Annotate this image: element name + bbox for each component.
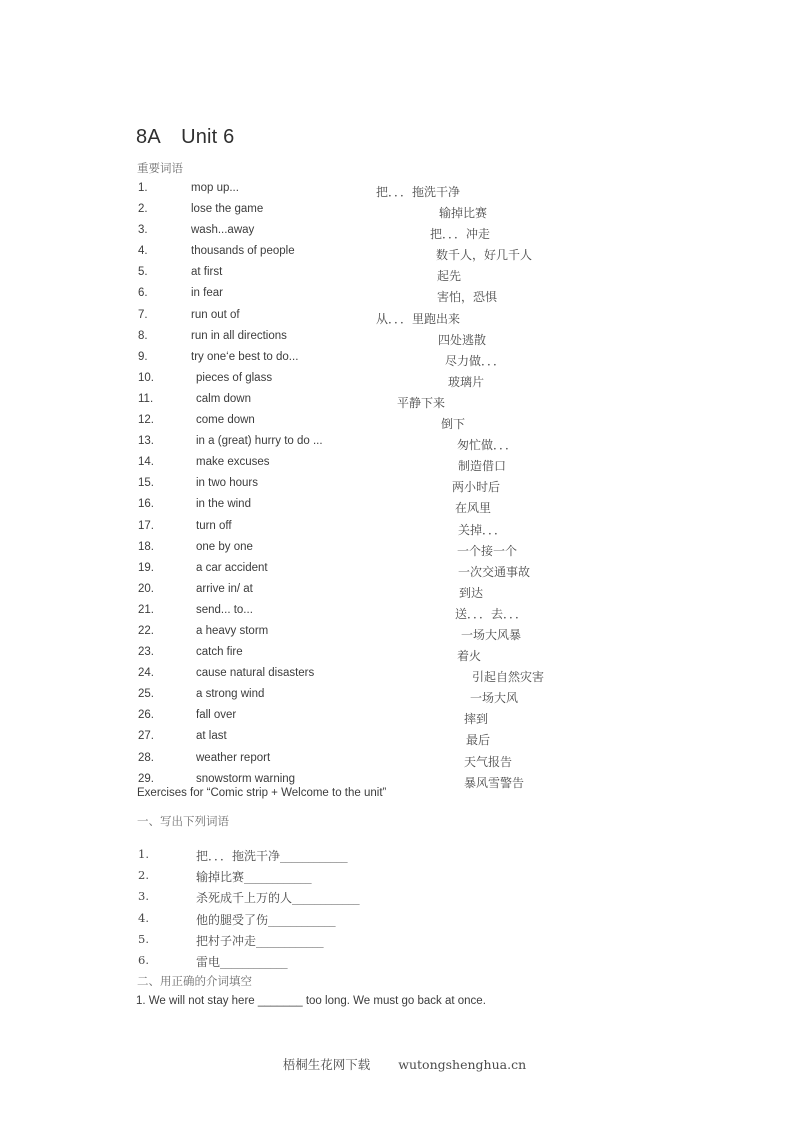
vocabulary-row-chinese: 到达 bbox=[459, 585, 484, 600]
vocabulary-row-english: at last bbox=[196, 730, 227, 743]
vocabulary-row-english: in the wind bbox=[196, 498, 251, 511]
vocabulary-row-chinese: 从．．．里跑出来 bbox=[376, 311, 461, 326]
vocabulary-row-english: try one‘e best to do... bbox=[191, 350, 299, 363]
vocabulary-row-chinese: 输掉比赛 bbox=[439, 206, 488, 221]
exercise-row-number: 1. bbox=[138, 847, 149, 861]
vocabulary-row-english: run out of bbox=[191, 308, 240, 321]
vocabulary-row-english: in a (great) hurry to do ... bbox=[196, 435, 323, 448]
vocabulary-row bbox=[0, 604, 793, 625]
exercise-row-number: 5. bbox=[138, 931, 149, 946]
exercise-row-chinese: 他的腿受了伤 bbox=[196, 912, 269, 927]
exercise-answer-blank[interactable]: ____________ bbox=[256, 933, 324, 948]
vocabulary-row bbox=[0, 287, 793, 308]
exercise-row-prompt bbox=[196, 868, 311, 885]
vocabulary-row-number: 11. bbox=[138, 392, 154, 405]
vocabulary-row-number: 13. bbox=[138, 435, 154, 448]
exercise-answer-blank[interactable]: ____________ bbox=[280, 849, 348, 863]
vocabulary-row-chinese: 尽力做．．． bbox=[445, 353, 506, 368]
vocabulary-row-english: weather report bbox=[196, 751, 271, 764]
exercise-row bbox=[0, 868, 793, 889]
exercise-row-prompt bbox=[196, 889, 359, 906]
vocabulary-row-chinese: 一场大风 bbox=[470, 691, 519, 706]
footer-site-name: 梧桐生花网下载 bbox=[282, 1057, 371, 1072]
vocabulary-row-chinese: 天气报告 bbox=[464, 754, 513, 769]
exercise-sentence-1: 1. We will not stay here _______ too long. We must go back at once. bbox=[136, 995, 486, 1007]
vocabulary-row-english: snowstorm warning bbox=[196, 772, 296, 785]
vocabulary-row-english: lose the game bbox=[191, 203, 264, 216]
vocabulary-row bbox=[0, 688, 793, 709]
vocabulary-row-english: thousands of people bbox=[191, 245, 295, 258]
vocabulary-row-chinese: 送．．．去．．． bbox=[455, 606, 528, 621]
exercise-row-prompt bbox=[196, 847, 347, 864]
vocabulary-row-chinese: 在风里 bbox=[455, 501, 492, 516]
vocabulary-row-number: 24. bbox=[138, 667, 154, 680]
vocabulary-row-english: come down bbox=[196, 414, 255, 427]
vocabulary-row-number: 12. bbox=[138, 414, 154, 427]
vocabulary-row-number: 26. bbox=[138, 709, 154, 722]
vocabulary-row-chinese: 制造借口 bbox=[458, 459, 507, 474]
vocabulary-row bbox=[0, 245, 793, 266]
exercise-section-two-label: 二、用正确的介词填空 bbox=[137, 974, 252, 988]
vocabulary-row-number: 17. bbox=[138, 519, 154, 532]
vocabulary-row-number: 7. bbox=[138, 308, 148, 321]
footer-site-url: wutongshenghua.cn bbox=[398, 1057, 527, 1072]
exercise-row bbox=[0, 932, 793, 953]
vocabulary-row-chinese: 一个接一个 bbox=[457, 543, 518, 558]
vocabulary-row-chinese: 倒下 bbox=[441, 417, 466, 432]
vocabulary-row bbox=[0, 224, 793, 245]
vocabulary-row-number: 14. bbox=[138, 456, 154, 469]
vocabulary-row-number: 9. bbox=[138, 350, 148, 363]
vocabulary-row-chinese: 关掉．．． bbox=[458, 522, 507, 537]
vocabulary-row-number: 27. bbox=[138, 730, 154, 743]
exercise-answer-blank[interactable]: ____________ bbox=[268, 912, 336, 927]
vocabulary-row-chinese: 数千人，好几千人 bbox=[436, 248, 533, 263]
vocabulary-row-chinese: 把．．．拖洗干净 bbox=[376, 185, 461, 199]
exercise-row-number: 3. bbox=[138, 889, 149, 904]
vocabulary-row bbox=[0, 414, 793, 435]
vocabulary-row-chinese: 引起自然灾害 bbox=[472, 670, 545, 685]
vocabulary-row-number: 2. bbox=[138, 203, 148, 216]
exercise-row-chinese: 把村子冲走 bbox=[196, 933, 257, 948]
exercise-answer-blank[interactable]: ____________ bbox=[220, 954, 288, 969]
vocabulary-row-number: 23. bbox=[138, 646, 154, 659]
exercise-row-prompt bbox=[196, 911, 335, 928]
vocabulary-row-english: at first bbox=[191, 266, 223, 279]
vocabulary-row-english: send... to... bbox=[196, 603, 253, 616]
exercise-answer-blank[interactable]: ____________ bbox=[244, 870, 312, 885]
exercise-row-chinese: 杀死成千上万的人 bbox=[196, 891, 293, 906]
vocabulary-row-english: calm down bbox=[196, 392, 251, 405]
vocabulary-row bbox=[0, 498, 793, 519]
exercise-row-number: 2. bbox=[138, 868, 149, 883]
vocabulary-row-english: in fear bbox=[191, 287, 223, 300]
vocabulary-row-english: a car accident bbox=[196, 561, 268, 574]
vocabulary-row-number: 4. bbox=[138, 245, 148, 258]
vocabulary-row-chinese: 摔到 bbox=[464, 712, 489, 727]
vocabulary-row-number: 18. bbox=[138, 540, 154, 553]
vocabulary-row-english: a strong wind bbox=[196, 688, 265, 701]
vocabulary-row-english: in two hours bbox=[196, 477, 259, 490]
vocabulary-row bbox=[0, 646, 793, 667]
vocabulary-row bbox=[0, 477, 793, 498]
vocabulary-row bbox=[0, 583, 793, 604]
vocabulary-row bbox=[0, 562, 793, 583]
vocabulary-row-number: 1. bbox=[138, 182, 148, 194]
vocabulary-row bbox=[0, 266, 793, 287]
vocabulary-row bbox=[0, 393, 793, 414]
vocabulary-row bbox=[0, 730, 793, 751]
exercise-row bbox=[0, 953, 793, 974]
vocabulary-row bbox=[0, 309, 793, 330]
vocabulary-row bbox=[0, 625, 793, 646]
vocabulary-row-number: 22. bbox=[138, 624, 154, 637]
vocabulary-row-chinese: 匆忙做．．． bbox=[457, 438, 518, 453]
vocabulary-row-number: 15. bbox=[138, 477, 154, 490]
exercises-heading: Exercises for “Comic strip + Welcome to the unit” bbox=[137, 787, 387, 799]
exercise-row bbox=[0, 889, 793, 910]
vocabulary-row-english: pieces of glass bbox=[196, 371, 273, 384]
vocabulary-row bbox=[0, 773, 793, 794]
vocabulary-row bbox=[0, 541, 793, 562]
exercise-row-number: 4. bbox=[138, 910, 149, 925]
exercise-row-prompt bbox=[196, 932, 323, 949]
vocabulary-row-chinese: 起先 bbox=[437, 269, 462, 284]
vocabulary-row-english: run in all directions bbox=[191, 329, 287, 342]
exercise-row-prompt bbox=[196, 953, 287, 970]
vocabulary-row bbox=[0, 203, 793, 224]
exercise-row bbox=[0, 847, 793, 868]
vocabulary-row-chinese: 最后 bbox=[466, 733, 491, 748]
vocabulary-row bbox=[0, 372, 793, 393]
vocabulary-section-heading: 重要词语 bbox=[137, 161, 183, 175]
vocabulary-row bbox=[0, 182, 793, 203]
vocabulary-row-number: 5. bbox=[138, 266, 148, 279]
vocabulary-row-chinese: 玻璃片 bbox=[448, 374, 485, 389]
vocabulary-row-number: 29. bbox=[138, 772, 154, 785]
vocabulary-row-number: 20. bbox=[138, 582, 154, 595]
vocabulary-row-english: a heavy storm bbox=[196, 624, 269, 637]
exercise-answer-blank[interactable]: ____________ bbox=[292, 891, 360, 906]
vocabulary-row-chinese: 着火 bbox=[457, 649, 482, 664]
vocabulary-row bbox=[0, 351, 793, 372]
vocabulary-row-number: 3. bbox=[138, 224, 148, 237]
vocabulary-row bbox=[0, 752, 793, 773]
exercise-row bbox=[0, 911, 793, 932]
vocabulary-row-chinese: 四处逃散 bbox=[438, 332, 487, 347]
vocabulary-row bbox=[0, 520, 793, 541]
vocabulary-row-number: 8. bbox=[138, 329, 148, 342]
vocabulary-list bbox=[0, 182, 793, 794]
vocabulary-row-english: turn off bbox=[196, 519, 232, 532]
vocabulary-row bbox=[0, 456, 793, 477]
vocabulary-row-number: 25. bbox=[138, 688, 154, 701]
exercise-row-number: 6. bbox=[138, 952, 149, 967]
vocabulary-row bbox=[0, 435, 793, 456]
vocabulary-row bbox=[0, 330, 793, 351]
vocabulary-row-chinese: 两小时后 bbox=[452, 480, 501, 495]
vocabulary-row-chinese: 害怕，恐惧 bbox=[437, 290, 498, 305]
exercise-section-one-label: 一、写出下列词语 bbox=[137, 814, 229, 828]
vocabulary-row-english: wash...away bbox=[191, 224, 255, 237]
vocabulary-row-chinese: 一场大风暴 bbox=[461, 627, 522, 642]
vocabulary-row-english: cause natural disasters bbox=[196, 667, 315, 680]
page-title: 8A Unit 6 bbox=[136, 126, 235, 148]
vocabulary-row bbox=[0, 667, 793, 688]
vocabulary-row-chinese: 平静下来 bbox=[397, 395, 446, 410]
vocabulary-row-english: mop up... bbox=[191, 182, 239, 194]
vocabulary-row-english: one by one bbox=[196, 540, 253, 553]
vocabulary-row-number: 19. bbox=[138, 561, 154, 574]
vocabulary-row-number: 6. bbox=[138, 287, 148, 300]
exercise-row-chinese: 输掉比赛 bbox=[196, 870, 245, 885]
exercise-list-one bbox=[0, 847, 793, 974]
vocabulary-row-number: 28. bbox=[138, 751, 154, 764]
vocabulary-row-chinese: 把．．．冲走 bbox=[430, 227, 491, 242]
vocabulary-row-number: 21. bbox=[138, 603, 154, 616]
exercise-row-chinese: 雷电 bbox=[196, 954, 221, 969]
vocabulary-row-number: 10. bbox=[138, 371, 154, 384]
vocabulary-row-english: arrive in/ at bbox=[196, 582, 253, 595]
vocabulary-row-number: 16. bbox=[138, 498, 154, 511]
exercise-row-chinese: 把．．．拖洗干净 bbox=[196, 849, 281, 863]
vocabulary-row-chinese: 一次交通事故 bbox=[458, 564, 531, 579]
vocabulary-row-chinese: 暴风雪警告 bbox=[464, 775, 525, 790]
vocabulary-row-english: fall over bbox=[196, 709, 237, 722]
page-footer bbox=[0, 1040, 793, 1088]
vocabulary-row bbox=[0, 709, 793, 730]
vocabulary-row-english: catch fire bbox=[196, 646, 243, 659]
vocabulary-row-english: make excuses bbox=[196, 456, 270, 469]
